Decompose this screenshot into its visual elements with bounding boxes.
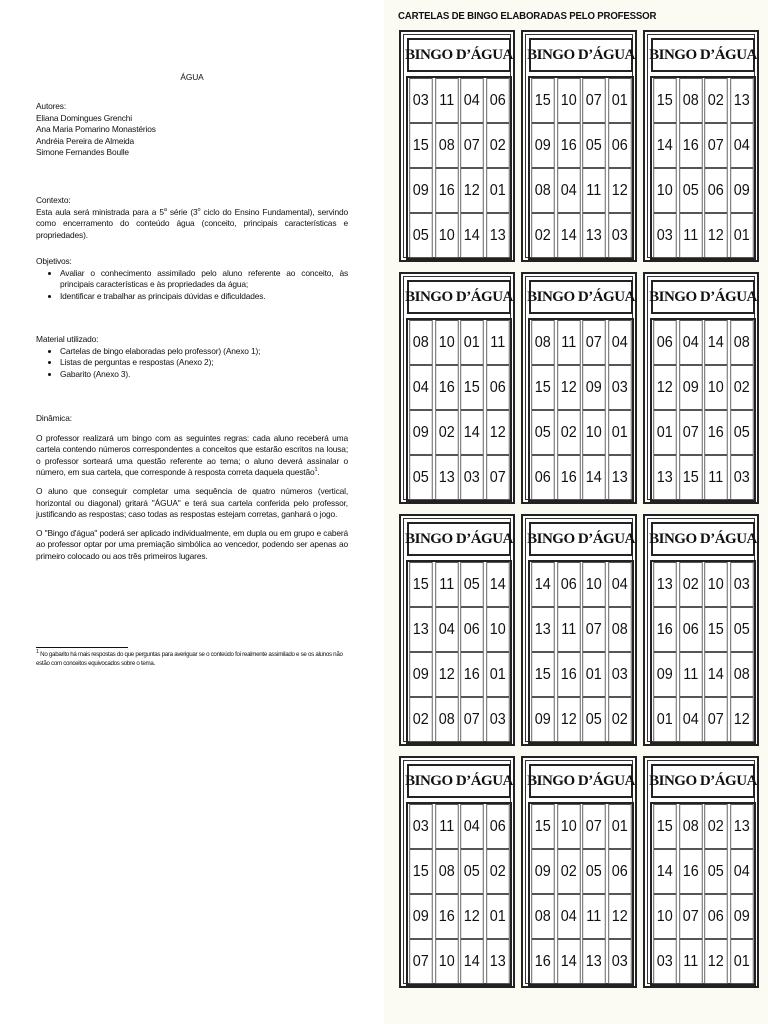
bingo-card-title: BINGO D’ÁGUA bbox=[407, 764, 511, 798]
bingo-number: 14 bbox=[557, 213, 580, 258]
bingo-number: 06 bbox=[653, 320, 676, 365]
bingo-grid bbox=[650, 76, 756, 260]
bingo-card-title: BINGO D’ÁGUA bbox=[529, 38, 633, 72]
bingo-number: 07 bbox=[460, 697, 483, 742]
bingo-number: 12 bbox=[730, 697, 753, 742]
bingo-number: 05 bbox=[679, 168, 702, 213]
contexto-text: Esta aula será ministrada para a 5$^a$ série (3$^o$ ciclo do Ensino Fundamental), servindo como encerramento do conteúdo água (conceito, principais características e propriedades). bbox=[36, 206, 348, 240]
bingo-number: 16 bbox=[460, 652, 483, 697]
bingo-number: 10 bbox=[557, 78, 580, 123]
bingo-number: 06 bbox=[486, 78, 509, 123]
bingo-number: 10 bbox=[582, 410, 605, 455]
footnote: $^1$ No gabarito há mais respostas do que perguntas para averiguar se o conteúdo foi realmente assimilado e se os alunos não estão com conceitos equivocados sobre o tema. bbox=[36, 648, 343, 667]
material-item: • Gabarito (Anexo 3). bbox=[60, 369, 348, 381]
contexto-label: Contexto: bbox=[36, 195, 71, 205]
doc-title: ÁGUA bbox=[180, 72, 204, 82]
bingo-number: 10 bbox=[435, 939, 458, 984]
bingo-number: 13 bbox=[608, 455, 631, 500]
bingo-number: 04 bbox=[608, 320, 631, 365]
bingo-number: 06 bbox=[531, 455, 554, 500]
bingo-number: 02 bbox=[557, 410, 580, 455]
bingo-grid bbox=[528, 76, 634, 260]
dinamica-paragraph-1: O professor realizará um bingo com as seguintes regras: cada aluno receberá uma cartela contendo números correspondentes a conceitos que estarão escritos na lousa; o professor sorteará uma questão referente ao tema; o aluno deverá assinalar o número, em sua cartela, que corresponde à resposta correta daquela questão$^1$. bbox=[36, 432, 348, 478]
bingo-number: 09 bbox=[653, 652, 676, 697]
bingo-number: 11 bbox=[704, 455, 727, 500]
dinamica-paragraph-2: O aluno que conseguir completar uma sequência de quatro números (vertical, horizontal ou diagonal) gritará "ÁGUA" e terá sua cartela conferida pelo professor, justificando as respostas; caso todas as respostas estejam corretas, ganhará o jogo. bbox=[36, 485, 348, 520]
bingo-number: 11 bbox=[486, 320, 509, 365]
bingo-number: 13 bbox=[730, 78, 753, 123]
bingo-card bbox=[643, 30, 759, 262]
bingo-grid bbox=[406, 318, 512, 502]
bingo-number: 05 bbox=[460, 562, 483, 607]
bingo-number: 14 bbox=[460, 213, 483, 258]
bingo-number: 09 bbox=[409, 410, 432, 455]
bingo-number: 05 bbox=[460, 849, 483, 894]
bingo-card-title: BINGO D’ÁGUA bbox=[407, 38, 511, 72]
bingo-number: 09 bbox=[409, 894, 432, 939]
objetivos-section bbox=[36, 256, 348, 302]
bingo-number: 12 bbox=[608, 168, 631, 213]
bingo-number: 12 bbox=[557, 697, 580, 742]
bingo-number: 07 bbox=[460, 123, 483, 168]
bingo-number: 13 bbox=[653, 455, 676, 500]
bingo-number: 16 bbox=[435, 894, 458, 939]
bingo-number: 01 bbox=[582, 652, 605, 697]
bingo-number: 14 bbox=[582, 455, 605, 500]
bingo-card bbox=[521, 272, 637, 504]
bingo-number: 05 bbox=[409, 213, 432, 258]
bingo-number: 05 bbox=[704, 849, 727, 894]
bingo-number: 16 bbox=[653, 607, 676, 652]
bingo-number: 14 bbox=[653, 123, 676, 168]
bingo-number: 10 bbox=[557, 804, 580, 849]
bingo-number: 08 bbox=[435, 123, 458, 168]
bingo-number: 08 bbox=[531, 320, 554, 365]
bingo-number: 14 bbox=[486, 562, 509, 607]
material-label: Material utilizado: bbox=[36, 334, 99, 344]
bingo-number: 12 bbox=[557, 365, 580, 410]
bingo-number: 13 bbox=[486, 939, 509, 984]
bingo-number: 02 bbox=[704, 804, 727, 849]
bingo-number: 12 bbox=[653, 365, 676, 410]
bingo-number: 03 bbox=[653, 213, 676, 258]
author-name: Simone Fernandes Boulle bbox=[36, 147, 129, 158]
author-name: Ana Maria Pomarino Monastérios bbox=[36, 124, 156, 135]
bingo-grid bbox=[650, 802, 756, 986]
bingo-number: 10 bbox=[704, 365, 727, 410]
bingo-number: 01 bbox=[608, 804, 631, 849]
bingo-number: 01 bbox=[653, 410, 676, 455]
bingo-number: 04 bbox=[730, 849, 753, 894]
bingo-number: 13 bbox=[435, 455, 458, 500]
bingo-card-title: BINGO D’ÁGUA bbox=[529, 280, 633, 314]
bingo-number: 09 bbox=[531, 123, 554, 168]
bingo-number: 16 bbox=[531, 939, 554, 984]
bingo-number: 16 bbox=[557, 123, 580, 168]
bingo-number: 03 bbox=[730, 455, 753, 500]
bingo-number: 13 bbox=[409, 607, 432, 652]
bingo-number: 10 bbox=[704, 562, 727, 607]
bingo-number: 01 bbox=[730, 213, 753, 258]
authors-label: Autores: bbox=[36, 101, 66, 111]
bingo-card-title: BINGO D’ÁGUA bbox=[651, 522, 755, 556]
bingo-number: 13 bbox=[582, 939, 605, 984]
bingo-number: 05 bbox=[730, 607, 753, 652]
bingo-number: 02 bbox=[486, 123, 509, 168]
bingo-number: 14 bbox=[704, 320, 727, 365]
bingo-number: 07 bbox=[486, 455, 509, 500]
bingo-number: 16 bbox=[679, 123, 702, 168]
panel-title: CARTELAS DE BINGO ELABORADAS PELO PROFESSOR bbox=[398, 10, 657, 22]
bingo-number: 05 bbox=[582, 123, 605, 168]
bingo-number: 05 bbox=[582, 849, 605, 894]
bingo-number: 11 bbox=[582, 894, 605, 939]
bingo-number: 15 bbox=[531, 365, 554, 410]
bingo-number: 14 bbox=[460, 410, 483, 455]
bingo-number: 16 bbox=[679, 849, 702, 894]
bingo-number: 15 bbox=[704, 607, 727, 652]
bingo-number: 04 bbox=[435, 607, 458, 652]
bingo-number: 06 bbox=[679, 607, 702, 652]
bingo-number: 01 bbox=[608, 410, 631, 455]
bingo-number: 07 bbox=[704, 697, 727, 742]
bingo-card-title: BINGO D’ÁGUA bbox=[407, 280, 511, 314]
bingo-number: 01 bbox=[486, 168, 509, 213]
bingo-number: 06 bbox=[608, 849, 631, 894]
bingo-number: 07 bbox=[679, 894, 702, 939]
bingo-number: 03 bbox=[409, 78, 432, 123]
bingo-number: 13 bbox=[730, 804, 753, 849]
bingo-number: 12 bbox=[608, 894, 631, 939]
bingo-number: 13 bbox=[653, 562, 676, 607]
bingo-number: 12 bbox=[460, 894, 483, 939]
bingo-number: 01 bbox=[486, 652, 509, 697]
author-name: Eliana Domingues Grenchi bbox=[36, 112, 133, 123]
bingo-number: 04 bbox=[679, 697, 702, 742]
bingo-number: 01 bbox=[460, 320, 483, 365]
bingo-number: 12 bbox=[486, 410, 509, 455]
bingo-number: 14 bbox=[531, 562, 554, 607]
bingo-number: 04 bbox=[730, 123, 753, 168]
bingo-number: 11 bbox=[435, 562, 458, 607]
bingo-number: 10 bbox=[653, 894, 676, 939]
bingo-number: 11 bbox=[435, 804, 458, 849]
bingo-number: 11 bbox=[679, 213, 702, 258]
bingo-number: 02 bbox=[531, 213, 554, 258]
bingo-number: 15 bbox=[531, 804, 554, 849]
bingo-number: 08 bbox=[730, 652, 753, 697]
bingo-number: 09 bbox=[679, 365, 702, 410]
bingo-card bbox=[643, 272, 759, 504]
bingo-number: 02 bbox=[486, 849, 509, 894]
bingo-number: 09 bbox=[531, 697, 554, 742]
bingo-number: 08 bbox=[435, 849, 458, 894]
bingo-number: 04 bbox=[608, 562, 631, 607]
bingo-number: 04 bbox=[679, 320, 702, 365]
bingo-number: 03 bbox=[608, 652, 631, 697]
objetivo-item: • Identificar e trabalhar as principais dúvidas e dificuldades. bbox=[60, 291, 348, 303]
bingo-number: 14 bbox=[704, 652, 727, 697]
bingo-card bbox=[521, 756, 637, 988]
bingo-number: 06 bbox=[704, 894, 727, 939]
bingo-number: 10 bbox=[486, 607, 509, 652]
bingo-number: 07 bbox=[582, 607, 605, 652]
bingo-number: 06 bbox=[557, 562, 580, 607]
bingo-number: 10 bbox=[435, 213, 458, 258]
bingo-number: 15 bbox=[653, 804, 676, 849]
bingo-number: 13 bbox=[531, 607, 554, 652]
bingo-card-title: BINGO D’ÁGUA bbox=[651, 38, 755, 72]
bingo-number: 10 bbox=[582, 562, 605, 607]
bingo-number: 02 bbox=[435, 410, 458, 455]
bingo-number: 03 bbox=[730, 562, 753, 607]
bingo-grid bbox=[406, 802, 512, 986]
bingo-number: 05 bbox=[730, 410, 753, 455]
bingo-number: 09 bbox=[409, 652, 432, 697]
bingo-number: 12 bbox=[704, 213, 727, 258]
bingo-grid bbox=[528, 318, 634, 502]
bingo-number: 11 bbox=[435, 78, 458, 123]
bingo-number: 12 bbox=[460, 168, 483, 213]
bingo-card-title: BINGO D’ÁGUA bbox=[407, 522, 511, 556]
bingo-number: 02 bbox=[557, 849, 580, 894]
bingo-number: 08 bbox=[679, 78, 702, 123]
bingo-card-title: BINGO D’ÁGUA bbox=[651, 280, 755, 314]
bingo-number: 01 bbox=[486, 894, 509, 939]
bingo-number: 09 bbox=[582, 365, 605, 410]
bingo-number: 12 bbox=[704, 939, 727, 984]
bingo-card bbox=[399, 514, 515, 746]
bingo-number: 14 bbox=[557, 939, 580, 984]
bingo-number: 05 bbox=[531, 410, 554, 455]
bingo-number: 09 bbox=[531, 849, 554, 894]
bingo-number: 05 bbox=[582, 697, 605, 742]
material-item: • Listas de perguntas e respostas (Anexo 2); bbox=[60, 357, 348, 369]
bingo-number: 06 bbox=[486, 804, 509, 849]
bingo-card-title: BINGO D’ÁGUA bbox=[529, 764, 633, 798]
bingo-number: 10 bbox=[653, 168, 676, 213]
footnote-divider bbox=[36, 647, 128, 648]
material-section bbox=[36, 334, 348, 380]
bingo-number: 07 bbox=[704, 123, 727, 168]
bingo-number: 01 bbox=[608, 78, 631, 123]
bingo-number: 11 bbox=[557, 607, 580, 652]
bingo-grid bbox=[406, 560, 512, 744]
bingo-card-title: BINGO D’ÁGUA bbox=[529, 522, 633, 556]
bingo-number: 13 bbox=[582, 213, 605, 258]
bingo-card bbox=[521, 514, 637, 746]
bingo-number: 02 bbox=[608, 697, 631, 742]
bingo-number: 07 bbox=[679, 410, 702, 455]
bingo-number: 12 bbox=[435, 652, 458, 697]
bingo-number: 10 bbox=[435, 320, 458, 365]
bingo-number: 15 bbox=[409, 562, 432, 607]
bingo-card bbox=[521, 30, 637, 262]
bingo-number: 03 bbox=[608, 213, 631, 258]
bingo-number: 04 bbox=[409, 365, 432, 410]
authors-section bbox=[36, 101, 348, 159]
dinamica-section bbox=[36, 413, 348, 563]
bingo-number: 08 bbox=[435, 697, 458, 742]
bingo-number: 03 bbox=[409, 804, 432, 849]
bingo-number: 08 bbox=[531, 168, 554, 213]
bingo-number: 04 bbox=[557, 168, 580, 213]
bingo-grid bbox=[528, 802, 634, 986]
bingo-card bbox=[399, 756, 515, 988]
objetivos-label: Objetivos: bbox=[36, 256, 72, 266]
bingo-number: 09 bbox=[730, 168, 753, 213]
bingo-number: 04 bbox=[557, 894, 580, 939]
bingo-number: 11 bbox=[679, 939, 702, 984]
dinamica-label: Dinâmica: bbox=[36, 413, 72, 423]
bingo-grid bbox=[650, 318, 756, 502]
bingo-grid bbox=[528, 560, 634, 744]
bingo-number: 03 bbox=[653, 939, 676, 984]
bingo-number: 03 bbox=[608, 365, 631, 410]
bingo-number: 06 bbox=[704, 168, 727, 213]
bingo-number: 15 bbox=[531, 78, 554, 123]
bingo-number: 07 bbox=[582, 320, 605, 365]
bingo-number: 06 bbox=[486, 365, 509, 410]
bingo-number: 03 bbox=[486, 697, 509, 742]
bingo-grid bbox=[650, 560, 756, 744]
bingo-number: 02 bbox=[679, 562, 702, 607]
bingo-number: 16 bbox=[704, 410, 727, 455]
bingo-number: 04 bbox=[460, 804, 483, 849]
bingo-card-title: BINGO D’ÁGUA bbox=[651, 764, 755, 798]
bingo-number: 01 bbox=[653, 697, 676, 742]
bingo-number: 01 bbox=[730, 939, 753, 984]
bingo-number: 08 bbox=[409, 320, 432, 365]
bingo-number: 15 bbox=[409, 849, 432, 894]
bingo-number: 16 bbox=[557, 652, 580, 697]
bingo-number: 14 bbox=[460, 939, 483, 984]
bingo-number: 06 bbox=[460, 607, 483, 652]
bingo-number: 15 bbox=[653, 78, 676, 123]
bingo-number: 11 bbox=[582, 168, 605, 213]
contexto-section bbox=[36, 195, 348, 241]
bingo-number: 15 bbox=[460, 365, 483, 410]
bingo-number: 02 bbox=[409, 697, 432, 742]
bingo-number: 15 bbox=[531, 652, 554, 697]
bingo-number: 03 bbox=[608, 939, 631, 984]
bingo-number: 08 bbox=[608, 607, 631, 652]
bingo-card bbox=[643, 514, 759, 746]
bingo-number: 05 bbox=[409, 455, 432, 500]
bingo-number: 09 bbox=[730, 894, 753, 939]
bingo-card bbox=[399, 30, 515, 262]
bingo-number: 07 bbox=[409, 939, 432, 984]
objetivo-item: • Avaliar o conhecimento assimilado pelo aluno referente ao conceito, às principais características e às propriedades da água; bbox=[60, 268, 348, 291]
dinamica-paragraph-3: O "Bingo d'água" poderá ser aplicado individualmente, em dupla ou em grupo e caberá ao professor optar por uma premiação simbólica ao vencedor, podendo ser apenas ao primeiro colocado ou aos três primeiros lugares. bbox=[36, 527, 348, 561]
bingo-card bbox=[399, 272, 515, 504]
bingo-number: 08 bbox=[679, 804, 702, 849]
bingo-number: 16 bbox=[557, 455, 580, 500]
bingo-number: 15 bbox=[409, 123, 432, 168]
bingo-number: 16 bbox=[435, 168, 458, 213]
bingo-grid bbox=[406, 76, 512, 260]
bingo-number: 11 bbox=[557, 320, 580, 365]
bingo-number: 15 bbox=[679, 455, 702, 500]
bingo-panel bbox=[384, 0, 768, 1024]
bingo-number: 06 bbox=[608, 123, 631, 168]
bingo-number: 07 bbox=[582, 78, 605, 123]
author-name: Andréia Pereira de Almeida bbox=[36, 135, 135, 146]
bingo-card bbox=[643, 756, 759, 988]
bingo-number: 07 bbox=[582, 804, 605, 849]
bingo-number: 08 bbox=[730, 320, 753, 365]
bingo-number: 09 bbox=[409, 168, 432, 213]
bingo-number: 08 bbox=[531, 894, 554, 939]
bingo-number: 11 bbox=[679, 652, 702, 697]
bingo-number: 13 bbox=[486, 213, 509, 258]
bingo-number: 03 bbox=[460, 455, 483, 500]
bingo-number: 04 bbox=[460, 78, 483, 123]
bingo-number: 02 bbox=[730, 365, 753, 410]
bingo-number: 16 bbox=[435, 365, 458, 410]
bingo-number: 02 bbox=[704, 78, 727, 123]
material-item: • Cartelas de bingo elaboradas pelo professor) (Anexo 1); bbox=[60, 346, 348, 358]
bingo-number: 14 bbox=[653, 849, 676, 894]
